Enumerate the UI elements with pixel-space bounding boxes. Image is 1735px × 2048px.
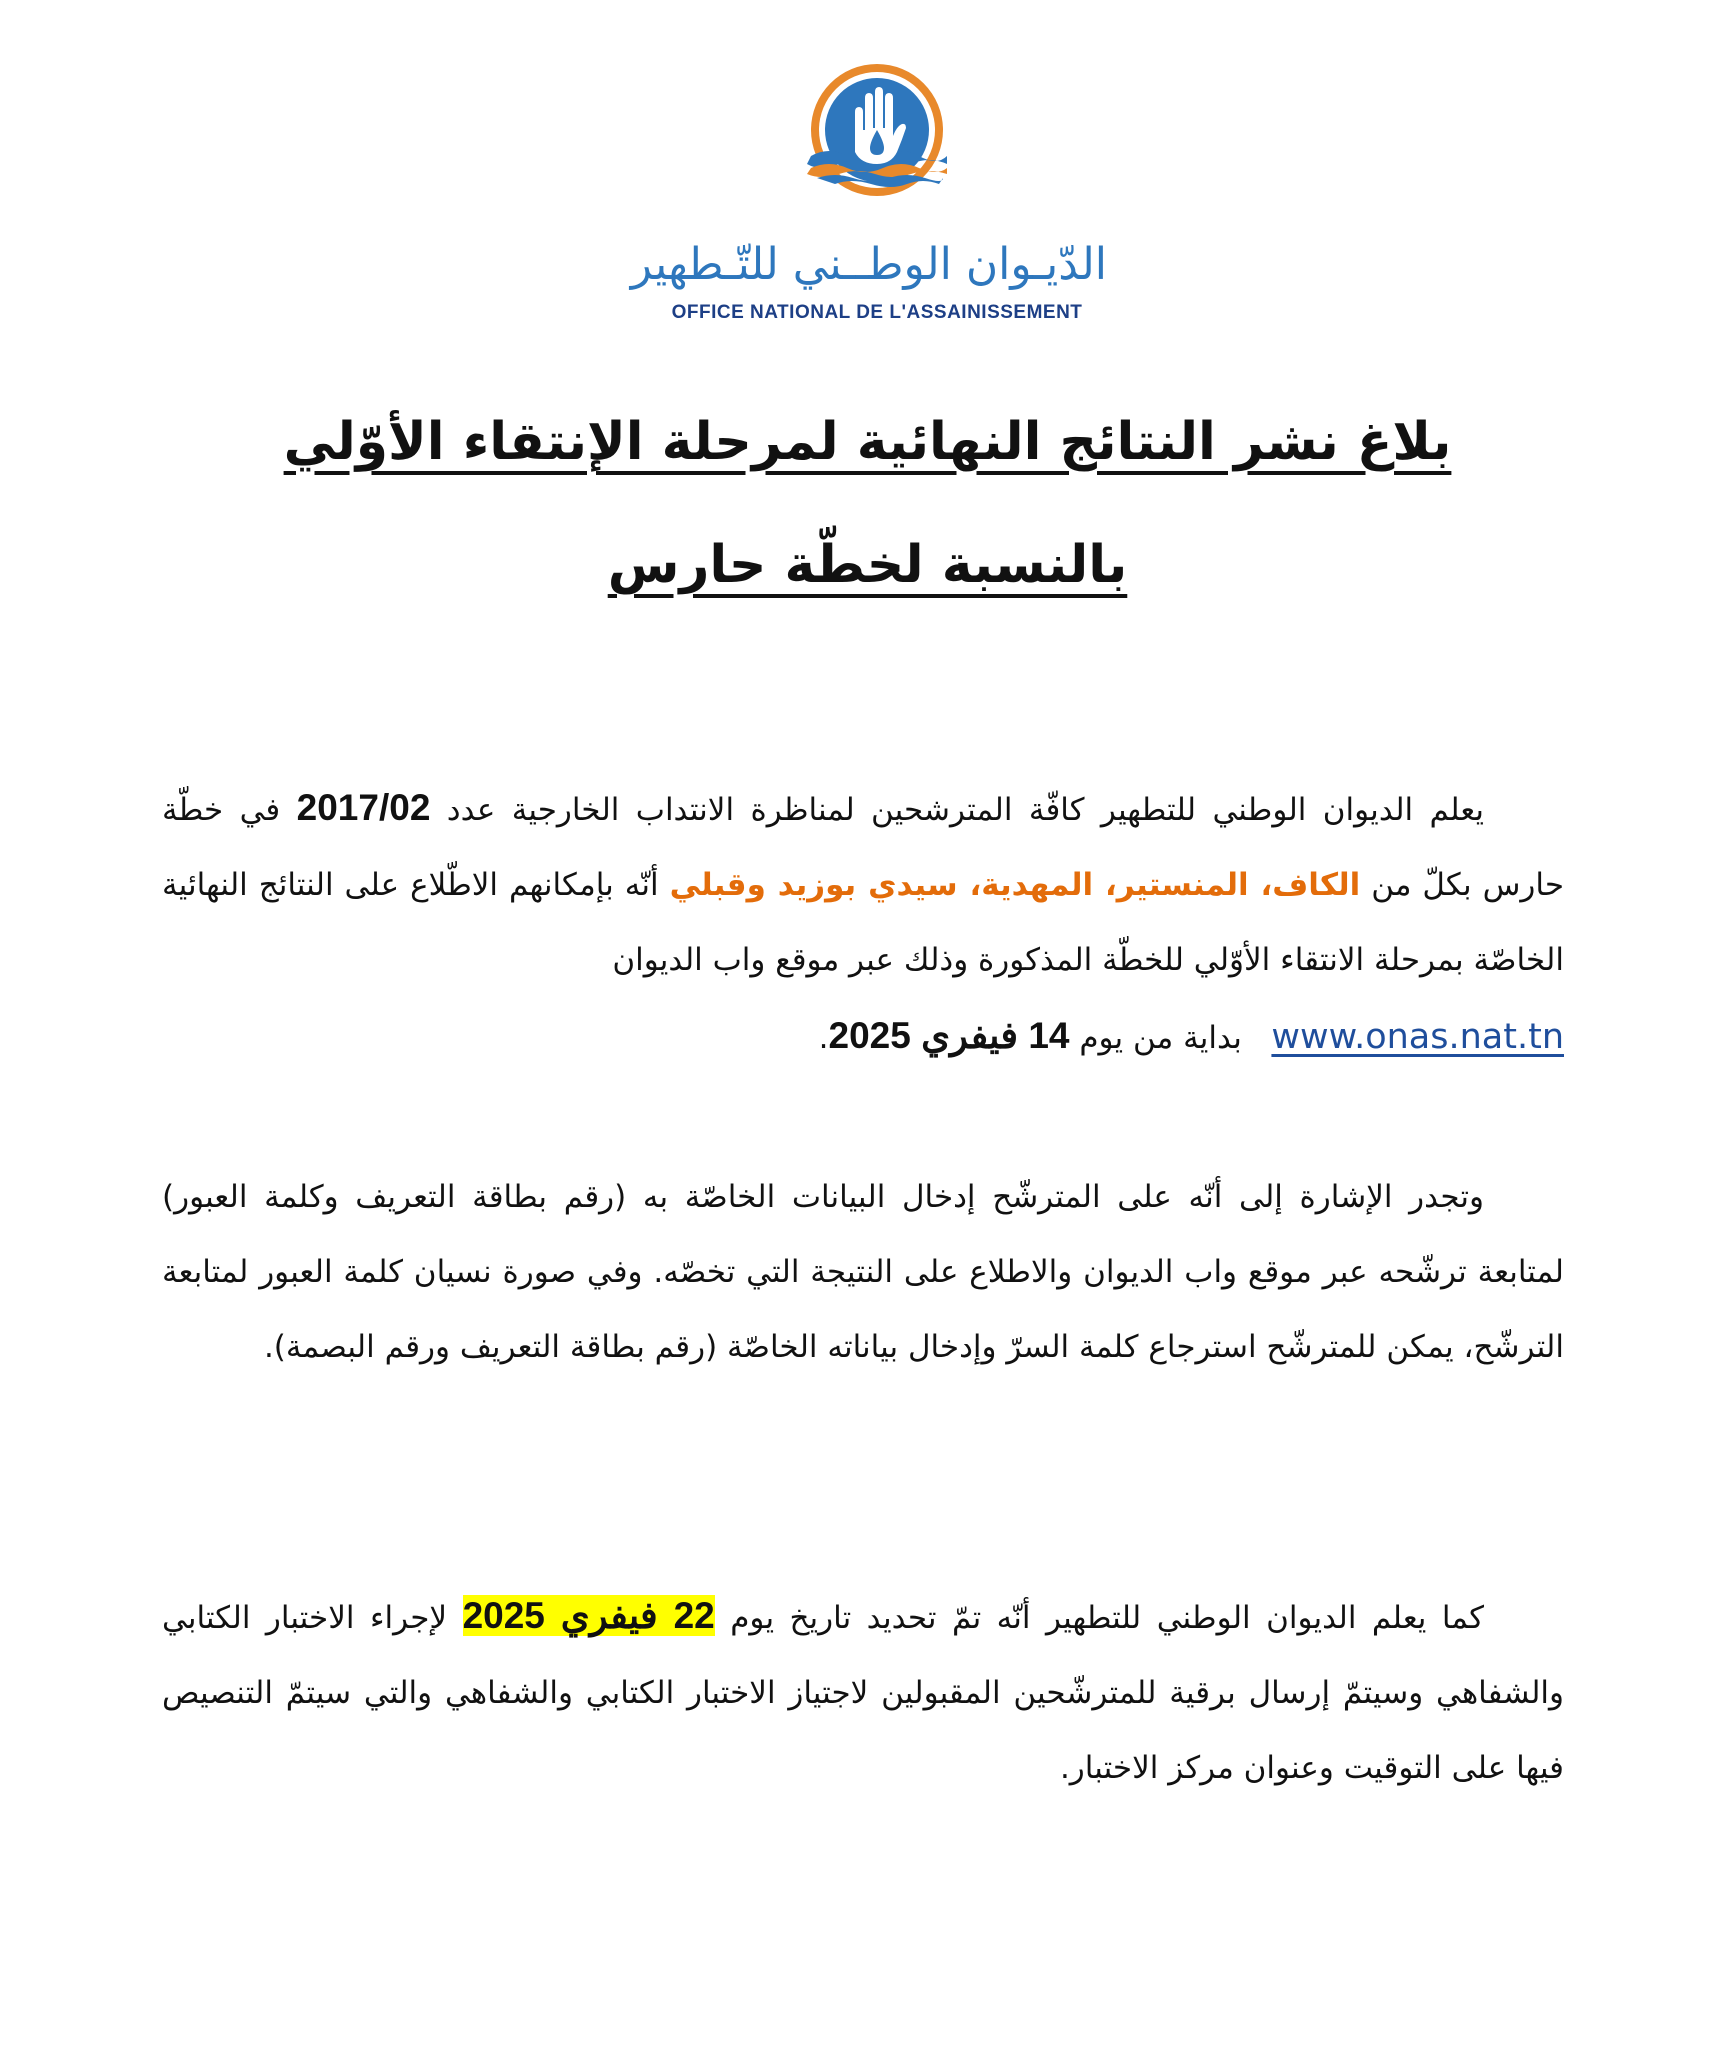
onas-logo bbox=[630, 60, 1107, 340]
para1-position-text: في خطّة حارس بكلّ من bbox=[162, 792, 1564, 903]
website-link[interactable]: www.onas.nat.tn bbox=[1271, 1017, 1564, 1057]
para1-results-text: أنّه بإمكانهم الاطّلاع على النتائج النهائية الخاصّة بمرحلة الانتقاء الأوّلي للخطّة المذكورة وذلك عبر موقع واب الديوان bbox=[162, 867, 1564, 978]
locations-list: الكاف، المنستير، المهدية، سيدي بوزيد وقبلي bbox=[669, 867, 1361, 903]
logo-arabic-name: الدّيـوان الوطــني للتّـطهير bbox=[630, 239, 1107, 290]
page-title-line-2: بالنسبة لخطّة حارس bbox=[607, 535, 1128, 595]
paragraph-results-announcement bbox=[162, 770, 1564, 1076]
para3-details-text: لإجراء الاختبار الكتابي والشفاهي وسيتمّ إرسال برقية للمترشّحين المقبولين لاجتياز الاختبار الكتابي والشفاهي والتي سيتمّ التنصيص فيها على التوقيت وعنوان مركز الاختبار. bbox=[162, 1600, 1564, 1786]
paragraph-exam-date bbox=[162, 1578, 1564, 1806]
exam-date-highlight: 22 فيفري 2025 bbox=[462, 1595, 715, 1636]
paragraph-login-instructions bbox=[162, 1160, 1564, 1385]
para1-end: . bbox=[818, 1020, 829, 1056]
para1-start-text: بداية من يوم bbox=[1079, 1020, 1242, 1056]
logo-french-name: OFFICE NATIONAL DE L'ASSAINISSEMENT bbox=[671, 302, 1083, 323]
para3-intro-text: كما يعلم الديوان الوطني للتطهير أنّه تمّ تحديد تاريخ يوم bbox=[730, 1600, 1484, 1636]
hand-water-drop-icon bbox=[807, 60, 947, 225]
para2-text: وتجدر الإشارة إلى أنّه على المترشّح إدخال البيانات الخاصّة به (رقم بطاقة التعريف وكلمة العبور) لمتابعة ترشّحه عبر موقع واب الديوان والاطلاع على النتيجة التي تخصّه. وفي صورة نسيان كلمة العبور لمتابعة الترشّح، يمكن للمترشّح استرجاع كلمة السرّ وإدخال بياناته الخاصّة (رقم بطاقة التعريف ورقم البصمة). bbox=[162, 1179, 1564, 1365]
page-title-line-1: بلاغ نشر النتائج النهائية لمرحلة الإنتقاء الأوّلي bbox=[283, 412, 1452, 472]
competition-number: 2017/02 bbox=[296, 787, 431, 828]
para1-intro-text: يعلم الديوان الوطني للتطهير كافّة المترشحين لمناظرة الانتداب الخارجية عدد bbox=[446, 792, 1485, 828]
results-date: 14 فيفري 2025 bbox=[828, 1015, 1070, 1056]
